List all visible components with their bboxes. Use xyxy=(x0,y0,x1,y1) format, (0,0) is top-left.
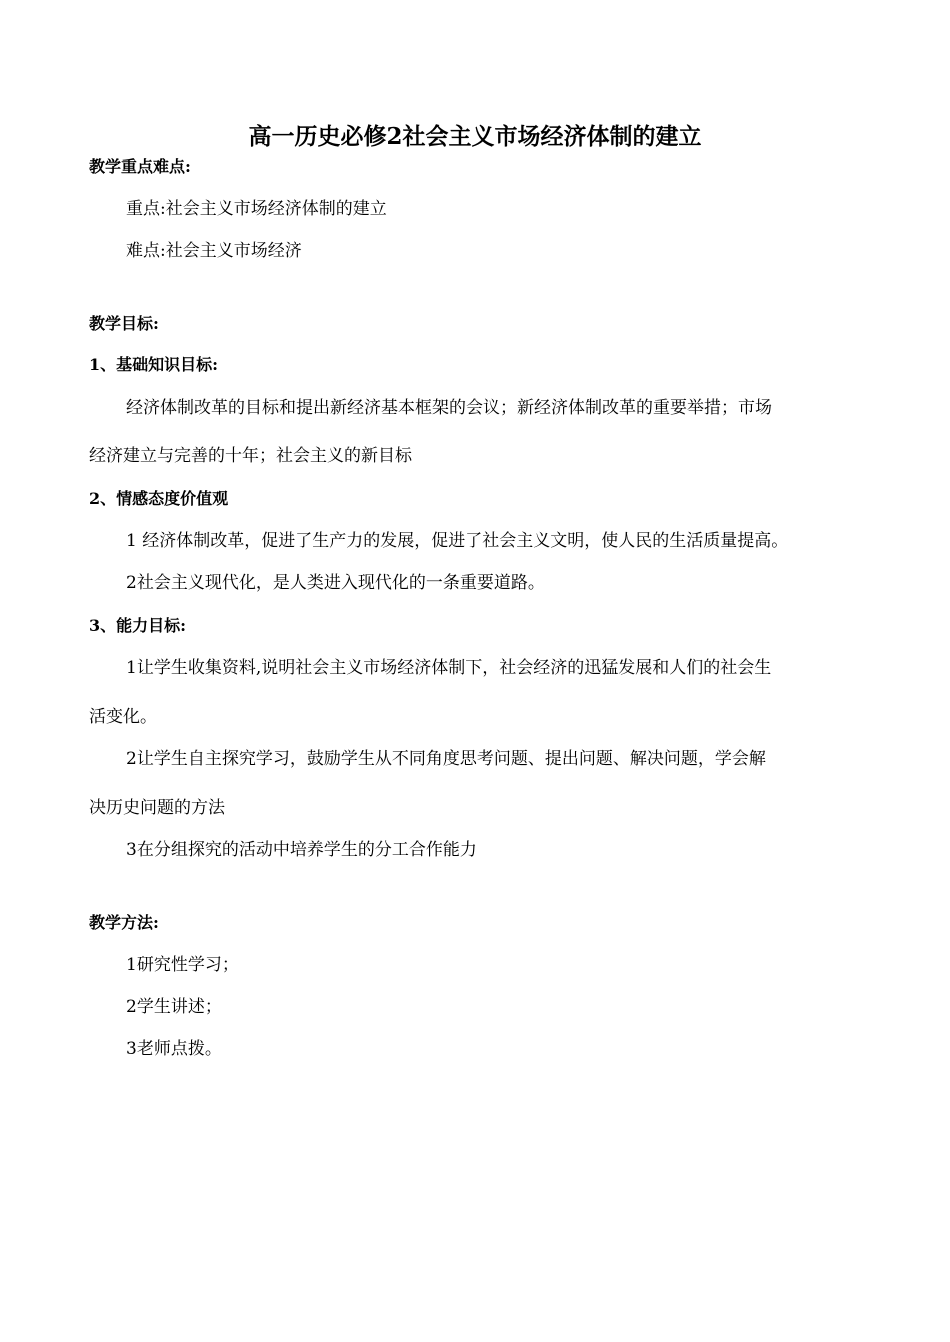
knowledge-text-line-2: 经济建立与完善的十年；社会主义的新目标 xyxy=(89,446,412,466)
key-points-heading: 教学重点难点: xyxy=(89,157,191,176)
ability-item-3: 3在分组探究的活动中培养学生的分工合作能力 xyxy=(126,840,477,860)
ability-item-1-line-1: 1让学生收集资料,说明社会主义市场经济体制下，社会经济的迅猛发展和人们的社会生 xyxy=(126,658,772,678)
attitude-item-2: 2社会主义现代化，是人类进入现代化的一条重要道路。 xyxy=(126,573,545,593)
attitude-item-1: 1 经济体制改革，促进了生产力的发展，促进了社会主义文明，使人民的生活质量提高。 xyxy=(126,531,789,551)
attitude-heading: 2、情感态度价值观 xyxy=(89,489,229,508)
knowledge-heading: 1、基础知识目标: xyxy=(89,355,219,374)
document-title: 高一历史必修2社会主义市场经济体制的建立 xyxy=(248,123,702,150)
methods-item-3: 3老师点拨。 xyxy=(126,1039,222,1059)
difficulty-line: 难点:社会主义市场经济 xyxy=(126,241,302,261)
focus-line: 重点:社会主义市场经济体制的建立 xyxy=(126,199,387,219)
knowledge-text-line-1: 经济体制改革的目标和提出新经济基本框架的会议；新经济体制改革的重要举措；市场 xyxy=(126,398,772,418)
methods-heading: 教学方法: xyxy=(89,913,159,932)
objectives-heading: 教学目标: xyxy=(89,314,159,333)
ability-item-1-line-2: 活变化。 xyxy=(89,707,157,727)
ability-item-2-line-2: 决历史问题的方法 xyxy=(89,798,225,818)
ability-heading: 3、能力目标: xyxy=(89,616,187,635)
methods-item-1: 1研究性学习； xyxy=(126,955,239,975)
ability-item-2-line-1: 2让学生自主探究学习，鼓励学生从不同角度思考问题、提出问题、解决问题，学会解 xyxy=(126,749,766,769)
methods-item-2: 2学生讲述； xyxy=(126,997,222,1017)
